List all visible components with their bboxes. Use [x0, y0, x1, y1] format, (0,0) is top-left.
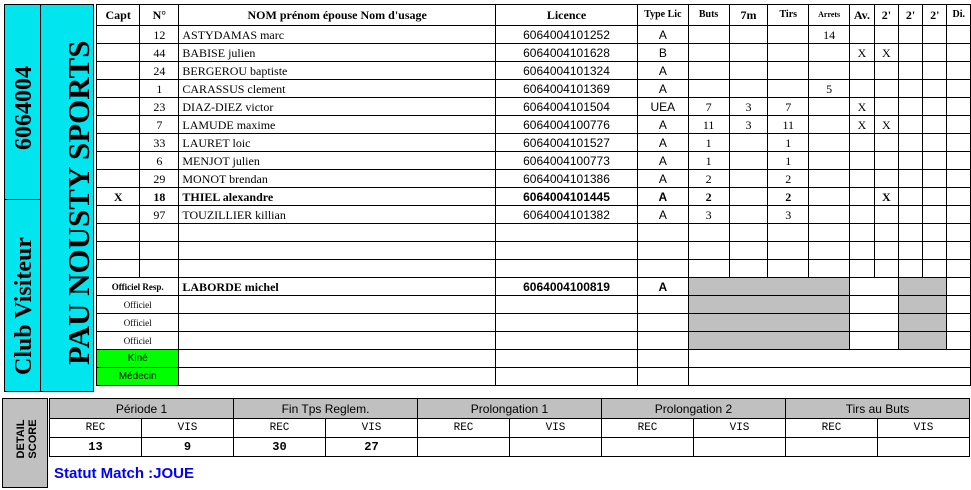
header-7m: 7m — [729, 5, 768, 26]
player-name-cell: BABISE julien — [179, 44, 496, 62]
player-di-cell — [947, 134, 971, 152]
vis-label: VIS — [142, 419, 234, 438]
player-num-cell: 18 — [140, 188, 179, 206]
player-type-cell: A — [638, 62, 689, 80]
header-buts: Buts — [688, 5, 729, 26]
header-tirs: Tirs — [768, 5, 809, 26]
player-di-cell — [947, 206, 971, 224]
player-di-cell — [947, 170, 971, 188]
player-di-cell — [947, 188, 971, 206]
player-row — [97, 26, 971, 44]
header-number: N° — [140, 5, 179, 26]
player-licence-cell: 6064004101324 — [495, 62, 637, 80]
player-two3-cell — [923, 116, 947, 134]
player-licence-cell — [495, 242, 637, 260]
player-tirs-cell: 1 — [768, 152, 809, 170]
period-1-header: Période 1 — [50, 399, 234, 419]
p1-rec-score: 13 — [50, 438, 142, 457]
player-arrets-cell — [809, 224, 850, 242]
player-sevenm-cell — [729, 152, 768, 170]
player-tirs-cell — [768, 224, 809, 242]
player-capt-cell — [97, 26, 140, 44]
header-capt: Capt — [97, 5, 140, 26]
player-buts-cell: 3 — [688, 206, 729, 224]
header-licence: Licence — [495, 5, 637, 26]
player-type-cell: UEA — [638, 98, 689, 116]
medecin-label: Médecin — [97, 368, 179, 386]
player-arrets-cell — [809, 242, 850, 260]
period-2-header: Fin Tps Reglem. — [234, 399, 418, 419]
player-arrets-cell — [809, 188, 850, 206]
header-2min-2: 2' — [898, 5, 922, 26]
player-capt-cell — [97, 62, 140, 80]
player-two2-cell — [898, 134, 922, 152]
empty-player-row — [97, 224, 971, 242]
club-code: 6064004 — [11, 66, 37, 150]
player-av-cell — [850, 80, 875, 98]
player-buts-cell: 1 — [688, 134, 729, 152]
empty-player-row — [97, 260, 971, 278]
player-row — [97, 98, 971, 116]
player-av-cell — [850, 26, 875, 44]
player-sevenm-cell — [729, 260, 768, 278]
official-blank-cell — [947, 278, 971, 296]
player-two1-cell — [874, 152, 898, 170]
player-name-cell: ASTYDAMAS marc — [179, 26, 496, 44]
player-tirs-cell — [768, 242, 809, 260]
medecin-row — [97, 368, 971, 386]
player-capt-cell — [97, 116, 140, 134]
score-period-row — [50, 399, 970, 419]
player-di-cell — [947, 62, 971, 80]
player-licence-cell: 6064004100773 — [495, 152, 637, 170]
player-two1-cell — [874, 80, 898, 98]
players-table — [96, 4, 971, 386]
player-two1-cell — [874, 242, 898, 260]
player-sevenm-cell: 3 — [729, 98, 768, 116]
player-di-cell — [947, 260, 971, 278]
player-num-cell: 7 — [140, 116, 179, 134]
player-licence-cell: 6064004101504 — [495, 98, 637, 116]
header-2min-3: 2' — [923, 5, 947, 26]
player-buts-cell: 11 — [688, 116, 729, 134]
player-buts-cell — [688, 260, 729, 278]
player-capt-cell — [97, 260, 140, 278]
player-sevenm-cell — [729, 242, 768, 260]
player-num-cell: 1 — [140, 80, 179, 98]
player-licence-cell — [495, 224, 637, 242]
player-type-cell — [638, 242, 689, 260]
player-capt-cell — [97, 80, 140, 98]
player-av-cell: X — [850, 98, 875, 116]
player-two1-cell — [874, 98, 898, 116]
official-label: Officiel — [97, 314, 179, 332]
player-sevenm-cell — [729, 224, 768, 242]
player-two2-cell — [898, 98, 922, 116]
p2-vis-score: 27 — [326, 438, 418, 457]
official-gray-cell — [688, 278, 849, 296]
period-5-header: Tirs au Buts — [786, 399, 970, 419]
player-type-cell — [638, 260, 689, 278]
player-two2-cell — [898, 116, 922, 134]
player-two3-cell — [923, 62, 947, 80]
player-arrets-cell — [809, 260, 850, 278]
player-arrets-cell — [809, 62, 850, 80]
player-di-cell — [947, 98, 971, 116]
player-licence-cell: 6064004101382 — [495, 206, 637, 224]
player-two3-cell — [923, 188, 947, 206]
player-two1-cell — [874, 206, 898, 224]
player-two3-cell — [923, 134, 947, 152]
club-panel-divider — [5, 199, 41, 200]
player-av-cell — [850, 170, 875, 188]
player-num-cell: 23 — [140, 98, 179, 116]
player-type-cell — [638, 224, 689, 242]
official-label: Officiel — [97, 332, 179, 350]
player-buts-cell — [688, 80, 729, 98]
player-arrets-cell — [809, 44, 850, 62]
period-4-header: Prolongation 2 — [602, 399, 786, 419]
player-buts-cell — [688, 224, 729, 242]
player-buts-cell — [688, 26, 729, 44]
player-tirs-cell: 2 — [768, 188, 809, 206]
player-num-cell — [140, 224, 179, 242]
player-di-cell — [947, 116, 971, 134]
player-licence-cell: 6064004101386 — [495, 170, 637, 188]
player-two2-cell — [898, 26, 922, 44]
player-two2-cell — [898, 260, 922, 278]
player-type-cell: A — [638, 26, 689, 44]
player-buts-cell: 2 — [688, 170, 729, 188]
player-sevenm-cell — [729, 134, 768, 152]
player-num-cell: 44 — [140, 44, 179, 62]
player-two1-cell — [874, 62, 898, 80]
rec-label: REC — [234, 419, 326, 438]
player-tirs-cell — [768, 62, 809, 80]
player-capt-cell — [97, 224, 140, 242]
player-di-cell — [947, 242, 971, 260]
player-num-cell: 24 — [140, 62, 179, 80]
player-type-cell: A — [638, 206, 689, 224]
player-capt-cell — [97, 206, 140, 224]
player-name-cell: THIEL alexandre — [179, 188, 496, 206]
official-gray-cell — [688, 332, 849, 350]
player-row — [97, 80, 971, 98]
player-row — [97, 134, 971, 152]
player-name-cell: LAMUDE maxime — [179, 116, 496, 134]
player-av-cell — [850, 188, 875, 206]
match-status: Statut Match :JOUE — [54, 465, 195, 482]
player-row — [97, 188, 971, 206]
score-values-row — [50, 438, 970, 457]
p4-vis-score — [694, 438, 786, 457]
player-type-cell: A — [638, 188, 689, 206]
player-two2-cell — [898, 80, 922, 98]
p1-vis-score: 9 — [142, 438, 234, 457]
player-two3-cell — [923, 26, 947, 44]
official-gray-cell — [688, 296, 849, 314]
player-di-cell — [947, 224, 971, 242]
player-tirs-cell: 1 — [768, 134, 809, 152]
player-di-cell — [947, 44, 971, 62]
rec-label: REC — [418, 419, 510, 438]
player-sevenm-cell — [729, 170, 768, 188]
player-num-cell: 29 — [140, 170, 179, 188]
player-two1-cell — [874, 170, 898, 188]
player-arrets-cell — [809, 134, 850, 152]
player-row — [97, 206, 971, 224]
detail-score-label-panel — [2, 398, 48, 488]
official-resp-row — [97, 278, 971, 296]
player-two2-cell — [898, 152, 922, 170]
player-name-cell: TOUZILLIER killian — [179, 206, 496, 224]
official-gray-cell — [898, 278, 946, 296]
player-type-cell: A — [638, 134, 689, 152]
player-two2-cell — [898, 224, 922, 242]
player-capt-cell — [97, 44, 140, 62]
player-tirs-cell — [768, 44, 809, 62]
player-two1-cell — [874, 26, 898, 44]
header-disqualification: Di. — [947, 5, 971, 26]
kine-label: Kiné — [97, 350, 179, 368]
player-type-cell: A — [638, 116, 689, 134]
player-licence-cell: 6064004100776 — [495, 116, 637, 134]
player-sevenm-cell — [729, 206, 768, 224]
player-av-cell — [850, 152, 875, 170]
official-resp-name: LABORDE michel — [179, 278, 496, 296]
player-arrets-cell — [809, 152, 850, 170]
detail-score-label: DETAIL SCORE — [15, 419, 39, 459]
player-two3-cell — [923, 80, 947, 98]
player-name-cell — [179, 224, 496, 242]
player-two3-cell — [923, 98, 947, 116]
official-gray-cell — [898, 332, 946, 350]
player-name-cell: BERGEROU baptiste — [179, 62, 496, 80]
player-av-cell: X — [850, 116, 875, 134]
player-sevenm-cell — [729, 62, 768, 80]
player-av-cell — [850, 134, 875, 152]
player-name-cell — [179, 260, 496, 278]
player-two2-cell — [898, 62, 922, 80]
player-buts-cell — [688, 44, 729, 62]
player-sevenm-cell — [729, 188, 768, 206]
player-row — [97, 116, 971, 134]
player-av-cell — [850, 224, 875, 242]
player-num-cell: 33 — [140, 134, 179, 152]
player-arrets-cell — [809, 206, 850, 224]
official-row — [97, 332, 971, 350]
p3-rec-score — [418, 438, 510, 457]
player-tirs-cell: 7 — [768, 98, 809, 116]
player-name-cell: LAURET loic — [179, 134, 496, 152]
official-blank-cell — [850, 278, 899, 296]
player-num-cell: 12 — [140, 26, 179, 44]
player-licence-cell: 6064004101445 — [495, 188, 637, 206]
player-capt-cell: X — [97, 188, 140, 206]
player-name-cell — [179, 242, 496, 260]
player-row — [97, 44, 971, 62]
player-two3-cell — [923, 224, 947, 242]
header-arrets: Arrets — [809, 5, 850, 26]
player-two3-cell — [923, 206, 947, 224]
p5-rec-score — [786, 438, 878, 457]
official-resp-licence: 6064004100819 — [495, 278, 637, 296]
official-resp-label: Officiel Resp. — [97, 278, 179, 296]
p3-vis-score — [510, 438, 602, 457]
player-licence-cell: 6064004101369 — [495, 80, 637, 98]
player-two3-cell — [923, 44, 947, 62]
official-gray-cell — [688, 314, 849, 332]
player-av-cell — [850, 206, 875, 224]
official-row — [97, 314, 971, 332]
rec-label: REC — [602, 419, 694, 438]
player-av-cell — [850, 260, 875, 278]
header-2min-1: 2' — [874, 5, 898, 26]
player-buts-cell: 2 — [688, 188, 729, 206]
club-visitor-label: Club Visiteur — [11, 236, 37, 375]
player-arrets-cell — [809, 170, 850, 188]
player-two1-cell — [874, 260, 898, 278]
player-di-cell — [947, 80, 971, 98]
header-avertissement: Av. — [850, 5, 875, 26]
player-two3-cell — [923, 152, 947, 170]
player-tirs-cell — [768, 26, 809, 44]
player-av-cell — [850, 242, 875, 260]
player-row — [97, 152, 971, 170]
vis-label: VIS — [694, 419, 786, 438]
player-sevenm-cell — [729, 26, 768, 44]
player-two1-cell: X — [874, 188, 898, 206]
player-two2-cell — [898, 44, 922, 62]
rec-label: REC — [50, 419, 142, 438]
player-buts-cell — [688, 62, 729, 80]
player-tirs-cell — [768, 260, 809, 278]
player-two1-cell: X — [874, 116, 898, 134]
player-name-cell: CARASSUS clement — [179, 80, 496, 98]
header-type-lic: Type Lic — [638, 5, 689, 26]
player-capt-cell — [97, 170, 140, 188]
player-capt-cell — [97, 98, 140, 116]
club-name: PAU NOUSTY SPORTS — [61, 40, 96, 365]
player-tirs-cell: 3 — [768, 206, 809, 224]
player-licence-cell: 6064004101252 — [495, 26, 637, 44]
player-arrets-cell — [809, 98, 850, 116]
player-two3-cell — [923, 242, 947, 260]
table-header-row — [97, 5, 971, 26]
player-tirs-cell: 2 — [768, 170, 809, 188]
player-capt-cell — [97, 242, 140, 260]
player-type-cell: A — [638, 170, 689, 188]
vis-label: VIS — [326, 419, 418, 438]
score-team-row — [50, 419, 970, 438]
player-name-cell: MONOT brendan — [179, 170, 496, 188]
empty-player-row — [97, 242, 971, 260]
player-two2-cell — [898, 170, 922, 188]
player-two2-cell — [898, 206, 922, 224]
player-two2-cell — [898, 242, 922, 260]
player-licence-cell: 6064004101527 — [495, 134, 637, 152]
official-resp-type: A — [638, 278, 689, 296]
player-num-cell: 97 — [140, 206, 179, 224]
player-two3-cell — [923, 260, 947, 278]
player-sevenm-cell: 3 — [729, 116, 768, 134]
vis-label: VIS — [510, 419, 602, 438]
kine-row — [97, 350, 971, 368]
player-di-cell — [947, 152, 971, 170]
player-buts-cell: 1 — [688, 152, 729, 170]
player-two1-cell — [874, 134, 898, 152]
player-licence-cell: 6064004101628 — [495, 44, 637, 62]
header-name: NOM prénom épouse Nom d'usage — [179, 5, 496, 26]
player-type-cell: B — [638, 44, 689, 62]
player-di-cell — [947, 26, 971, 44]
player-num-cell — [140, 242, 179, 260]
p4-rec-score — [602, 438, 694, 457]
player-capt-cell — [97, 152, 140, 170]
p5-vis-score — [878, 438, 970, 457]
vis-label: VIS — [878, 419, 970, 438]
player-sevenm-cell — [729, 80, 768, 98]
player-two1-cell: X — [874, 44, 898, 62]
player-type-cell: A — [638, 80, 689, 98]
player-av-cell — [850, 62, 875, 80]
player-arrets-cell: 5 — [809, 80, 850, 98]
player-num-cell — [140, 260, 179, 278]
rec-label: REC — [786, 419, 878, 438]
player-name-cell: DIAZ-DIEZ victor — [179, 98, 496, 116]
player-two3-cell — [923, 170, 947, 188]
p2-rec-score: 30 — [234, 438, 326, 457]
official-gray-cell — [898, 296, 946, 314]
club-panel — [4, 4, 94, 392]
player-row — [97, 170, 971, 188]
player-arrets-cell: 14 — [809, 26, 850, 44]
player-arrets-cell — [809, 116, 850, 134]
player-buts-cell — [688, 242, 729, 260]
player-capt-cell — [97, 134, 140, 152]
player-tirs-cell — [768, 80, 809, 98]
player-av-cell: X — [850, 44, 875, 62]
player-rows — [97, 26, 971, 278]
player-type-cell: A — [638, 152, 689, 170]
player-name-cell: MENJOT julien — [179, 152, 496, 170]
player-tirs-cell: 11 — [768, 116, 809, 134]
official-row — [97, 296, 971, 314]
player-sevenm-cell — [729, 44, 768, 62]
player-buts-cell: 7 — [688, 98, 729, 116]
player-num-cell: 6 — [140, 152, 179, 170]
player-row — [97, 62, 971, 80]
official-label: Officiel — [97, 296, 179, 314]
score-table — [49, 398, 970, 457]
player-two1-cell — [874, 224, 898, 242]
player-licence-cell — [495, 260, 637, 278]
official-gray-cell — [898, 314, 946, 332]
player-two2-cell — [898, 188, 922, 206]
period-3-header: Prolongation 1 — [418, 399, 602, 419]
